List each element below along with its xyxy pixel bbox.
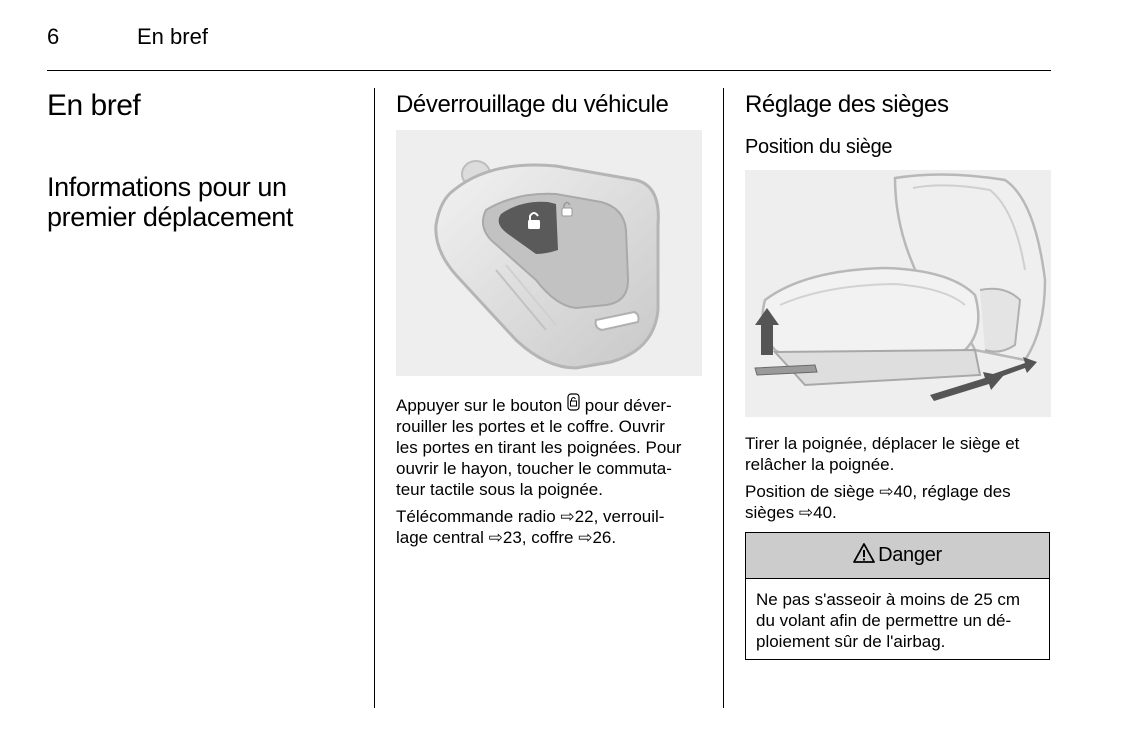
page-ref-arrow-icon: ⇨	[488, 528, 503, 547]
page-ref-arrow-icon: ⇨	[560, 507, 575, 526]
text-line: ploiement sûr de l'airbag.	[756, 632, 946, 651]
seat-paragraph-1	[745, 433, 1055, 475]
text-line: Appuyer sur le bouton	[396, 396, 568, 415]
section-title-line-2: premier déplacement	[47, 202, 294, 232]
text-line: pour déver-	[580, 396, 672, 415]
danger-text	[746, 579, 1049, 652]
warning-triangle-icon	[853, 543, 875, 569]
column-divider-1	[374, 88, 375, 708]
text-line: , coffre	[521, 528, 579, 547]
text-line: ouvrir le hayon, toucher le commuta-	[396, 459, 672, 478]
page-number: 6	[47, 24, 60, 49]
text-line: les portes en tirant les poignées. Pour	[396, 438, 682, 457]
text-line: rouiller les portes et le coffre. Ouvrir	[396, 417, 665, 436]
chapter-title: En bref	[47, 89, 141, 122]
text-line: .	[611, 528, 617, 547]
key-fob-drawing	[396, 130, 702, 376]
seat-position-subheading: Position du siège	[745, 136, 893, 158]
text-line: Tirer la poignée, déplacer le siège et	[745, 434, 1020, 453]
running-title: En bref	[137, 24, 208, 49]
unlock-button-icon	[567, 393, 580, 416]
section-title	[47, 172, 293, 232]
seat-illustration	[745, 170, 1051, 417]
text-line: du volant afin de permettre un dé-	[756, 611, 1012, 630]
text-line: .	[832, 503, 837, 522]
page-ref-arrow-icon: ⇨	[578, 528, 593, 547]
text-line: Télécommande radio	[396, 507, 561, 526]
page-reference[interactable]: 22	[574, 507, 594, 526]
page-reference[interactable]: 40	[813, 503, 833, 522]
text-line: lage central	[396, 528, 489, 547]
page-reference[interactable]: 26	[592, 528, 612, 547]
danger-title: Danger	[878, 544, 942, 566]
key-fob-illustration	[396, 130, 702, 376]
seat-text	[745, 433, 1055, 529]
unlocking-text	[396, 393, 706, 554]
page-ref-arrow-icon: ⇨	[879, 482, 894, 501]
text-line: teur tactile sous la poignée.	[396, 480, 603, 499]
seat-paragraph-2	[745, 481, 1055, 523]
text-line: relâcher la poignée.	[745, 455, 895, 474]
page-reference[interactable]: 40	[893, 482, 913, 501]
column-divider-2	[723, 88, 724, 708]
unlocking-paragraph-2	[396, 506, 706, 548]
seat-drawing	[745, 170, 1051, 417]
seat-adjustment-heading: Réglage des sièges	[745, 91, 949, 118]
unlocking-paragraph-1	[396, 393, 706, 500]
text-line: , réglage des	[912, 482, 1011, 501]
header-rule	[47, 70, 1051, 71]
section-title-line-1: Informations pour un	[47, 172, 287, 202]
text-line: , verrouil-	[593, 507, 665, 526]
page-reference[interactable]: 23	[502, 528, 522, 547]
unlocking-heading: Déverrouillage du véhicule	[396, 91, 669, 118]
text-line: Position de siège	[745, 482, 880, 501]
danger-notice	[745, 532, 1050, 660]
page-ref-arrow-icon: ⇨	[798, 503, 814, 522]
danger-header	[746, 533, 1049, 579]
text-line: sièges	[745, 503, 799, 522]
text-line: Ne pas s'asseoir à moins de 25 cm	[756, 590, 1021, 609]
